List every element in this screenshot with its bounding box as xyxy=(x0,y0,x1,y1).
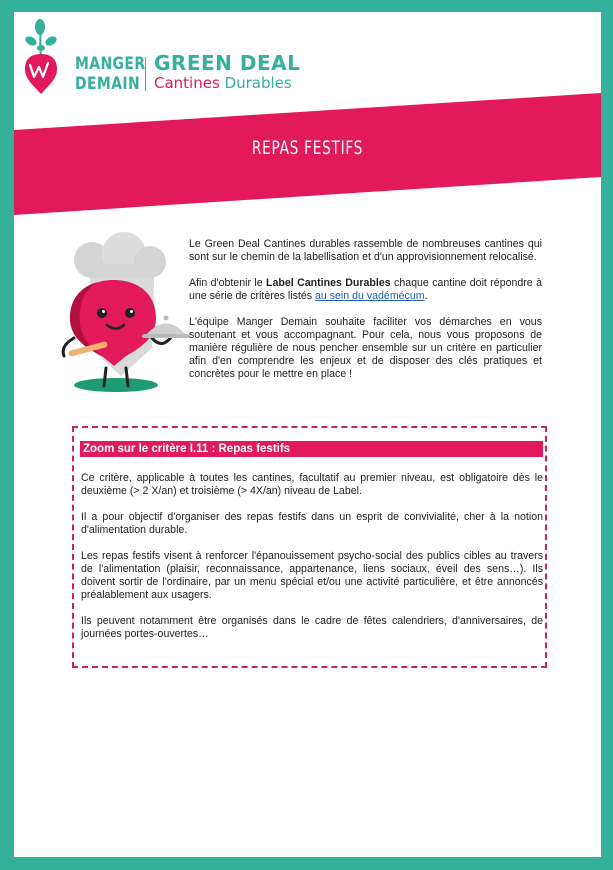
page-title: REPAS FESTIFS xyxy=(251,137,364,159)
logo-demain-text: DEMAIN xyxy=(75,74,141,94)
criterion-paragraph: Ils peuvent notamment être organisés dans le cadre de fêtes calendriers, d'anniversaires, de journées portes-ouvertes… xyxy=(81,615,543,640)
criterion-paragraph: Il a pour objectif d'organiser des repas festifs dans un esprit de convivialité, cher à la notion d'alimentation durable. xyxy=(81,511,543,536)
logo-durables-text: Durables xyxy=(224,74,292,92)
document-page xyxy=(14,12,601,857)
criterion-heading: Zoom sur le critère I.11 : Repas festifs xyxy=(80,441,543,457)
intro-paragraph-label xyxy=(189,277,542,303)
intro-text-segment: chaque cantine doit répondre à une série de critères listés xyxy=(189,277,542,302)
criterion-body xyxy=(81,472,543,654)
intro-text xyxy=(189,238,542,394)
intro-text-segment: Afin d'obtenir le xyxy=(189,277,267,289)
criterion-paragraph: Ce critère, applicable à toutes les cantines, facultatif au premier niveau, est obligatoire dès le deuxième (> 2 X/an) et troisième (> 4X/an) niveau de Label. xyxy=(81,472,543,497)
vademecum-link[interactable]: au sein du vadémécum xyxy=(315,290,425,302)
criterion-zoom-box xyxy=(72,426,547,668)
label-name: Label Cantines Durables xyxy=(266,277,391,289)
criterion-paragraph: Les repas festifs visent à renforcer l'épanouissement psycho-social des publics cibles au travers de l'alimentation (plaisir, reconnaissance, appartenance, liens sociaux, éveil des sens…). Ils doivent sortir de l'ordinaire, par un menu spécial et/ou une activité particulière, et être annoncés préalablement aux usagers. xyxy=(81,550,543,601)
logo-manger-text: MANGER xyxy=(75,54,146,74)
intro-paragraph: L'équipe Manger Demain souhaite faciliter vos démarches en vous soutenant et vous accompagnant. Pour cela, nous vous proposons de manière régulière de nous pencher ensemble sur un critère en particulier afin d'en comprendre les enjeux et de disposer des clés pratiques et concrètes pour le mettre en place ! xyxy=(189,316,542,380)
intro-paragraph: Le Green Deal Cantines durables rassemble de nombreuses cantines qui sont sur le chemin de la labellisation et d'un approvisionnement relocalisé. xyxy=(189,238,542,263)
green-deal-title: GREEN DEAL xyxy=(154,51,301,75)
logo-cantines-text: Cantines xyxy=(154,74,220,92)
chef-radish-illustration xyxy=(54,228,194,393)
intro-text-segment: . xyxy=(424,290,428,302)
